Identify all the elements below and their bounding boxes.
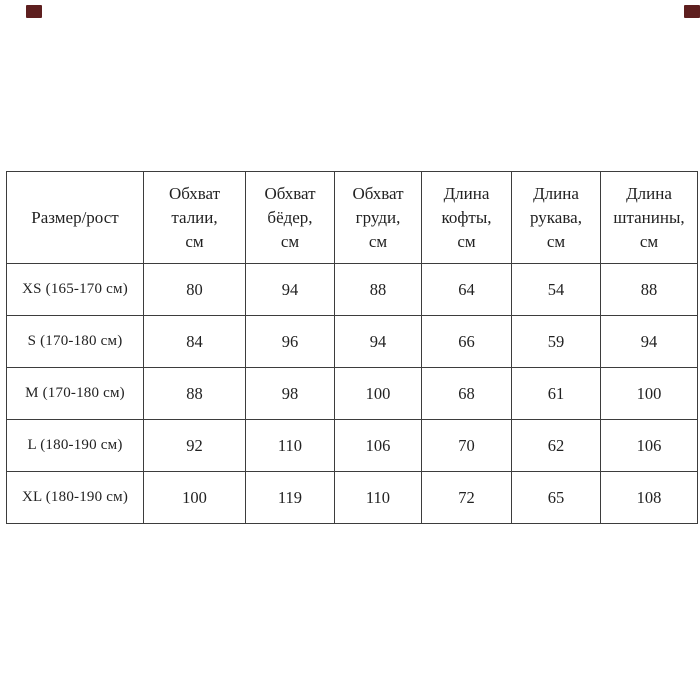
table-cell: 80 xyxy=(144,264,246,316)
table-cell: 119 xyxy=(246,472,335,524)
column-header-label: см xyxy=(368,231,388,251)
table-cell: 61 xyxy=(512,368,601,420)
table-cell: 88 xyxy=(601,264,698,316)
column-header-label: штанины, xyxy=(613,207,685,227)
table-row-xl xyxy=(7,472,698,524)
table-cell: 59 xyxy=(512,316,601,368)
table-cell: 62 xyxy=(512,420,601,472)
column-header-sweater-length xyxy=(422,172,512,264)
table-cell: 94 xyxy=(246,264,335,316)
table-cell: 70 xyxy=(422,420,512,472)
table-cell: 96 xyxy=(246,316,335,368)
column-header-label: Длина xyxy=(626,183,672,203)
column-header-label: Длина xyxy=(533,183,579,203)
table-row-m xyxy=(7,368,698,420)
table-cell: 94 xyxy=(335,316,422,368)
column-header-label: см xyxy=(546,231,566,251)
row-label: S (170-180 см) xyxy=(7,316,144,368)
table-cell: 100 xyxy=(144,472,246,524)
table-cell: 94 xyxy=(601,316,698,368)
column-header-chest xyxy=(335,172,422,264)
column-header-size xyxy=(7,172,144,264)
row-label: XL (180-190 см) xyxy=(7,472,144,524)
column-header-label: Обхват xyxy=(168,183,221,203)
corner-mark-right xyxy=(684,5,700,18)
column-header-waist xyxy=(144,172,246,264)
table-cell: 106 xyxy=(601,420,698,472)
column-header-sleeve-length xyxy=(512,172,601,264)
table-cell: 106 xyxy=(335,420,422,472)
table-row-s xyxy=(7,316,698,368)
table-cell: 100 xyxy=(335,368,422,420)
header-row xyxy=(7,172,698,264)
column-header-label: груди, xyxy=(355,207,401,227)
column-header-label: см xyxy=(280,231,300,251)
column-header-label: бёдер, xyxy=(267,207,313,227)
table-cell: 110 xyxy=(246,420,335,472)
column-header-label: Обхват xyxy=(264,183,316,203)
row-label: XS (165-170 см) xyxy=(7,264,144,316)
table-row-l xyxy=(7,420,698,472)
column-header-label: рукава, xyxy=(530,207,582,227)
table-cell: 98 xyxy=(246,368,335,420)
table-cell: 66 xyxy=(422,316,512,368)
table-cell: 64 xyxy=(422,264,512,316)
table-cell: 110 xyxy=(335,472,422,524)
column-header-label: см xyxy=(457,231,476,251)
column-header-label: талии, xyxy=(171,207,218,227)
column-header-label: см xyxy=(639,231,659,251)
row-label: M (170-180 см) xyxy=(7,368,144,420)
table-cell: 88 xyxy=(335,264,422,316)
table-cell: 65 xyxy=(512,472,601,524)
column-header-label: Длина xyxy=(443,183,490,203)
table-cell: 72 xyxy=(422,472,512,524)
column-header-hips xyxy=(246,172,335,264)
column-header-label: кофты, xyxy=(441,207,492,227)
row-label: L (180-190 см) xyxy=(7,420,144,472)
column-header-label: см xyxy=(185,231,204,251)
column-header-label: Размер/рост xyxy=(31,207,119,227)
table-row-xs xyxy=(7,264,698,316)
corner-mark-left xyxy=(26,5,42,18)
column-header-pant-leg-length xyxy=(601,172,698,264)
size-chart-table xyxy=(6,171,698,524)
table-cell: 92 xyxy=(144,420,246,472)
table-cell: 88 xyxy=(144,368,246,420)
table-cell: 100 xyxy=(601,368,698,420)
table-cell: 54 xyxy=(512,264,601,316)
table-cell: 68 xyxy=(422,368,512,420)
table-cell: 84 xyxy=(144,316,246,368)
column-header-label: Обхват xyxy=(352,183,404,203)
table-cell: 108 xyxy=(601,472,698,524)
